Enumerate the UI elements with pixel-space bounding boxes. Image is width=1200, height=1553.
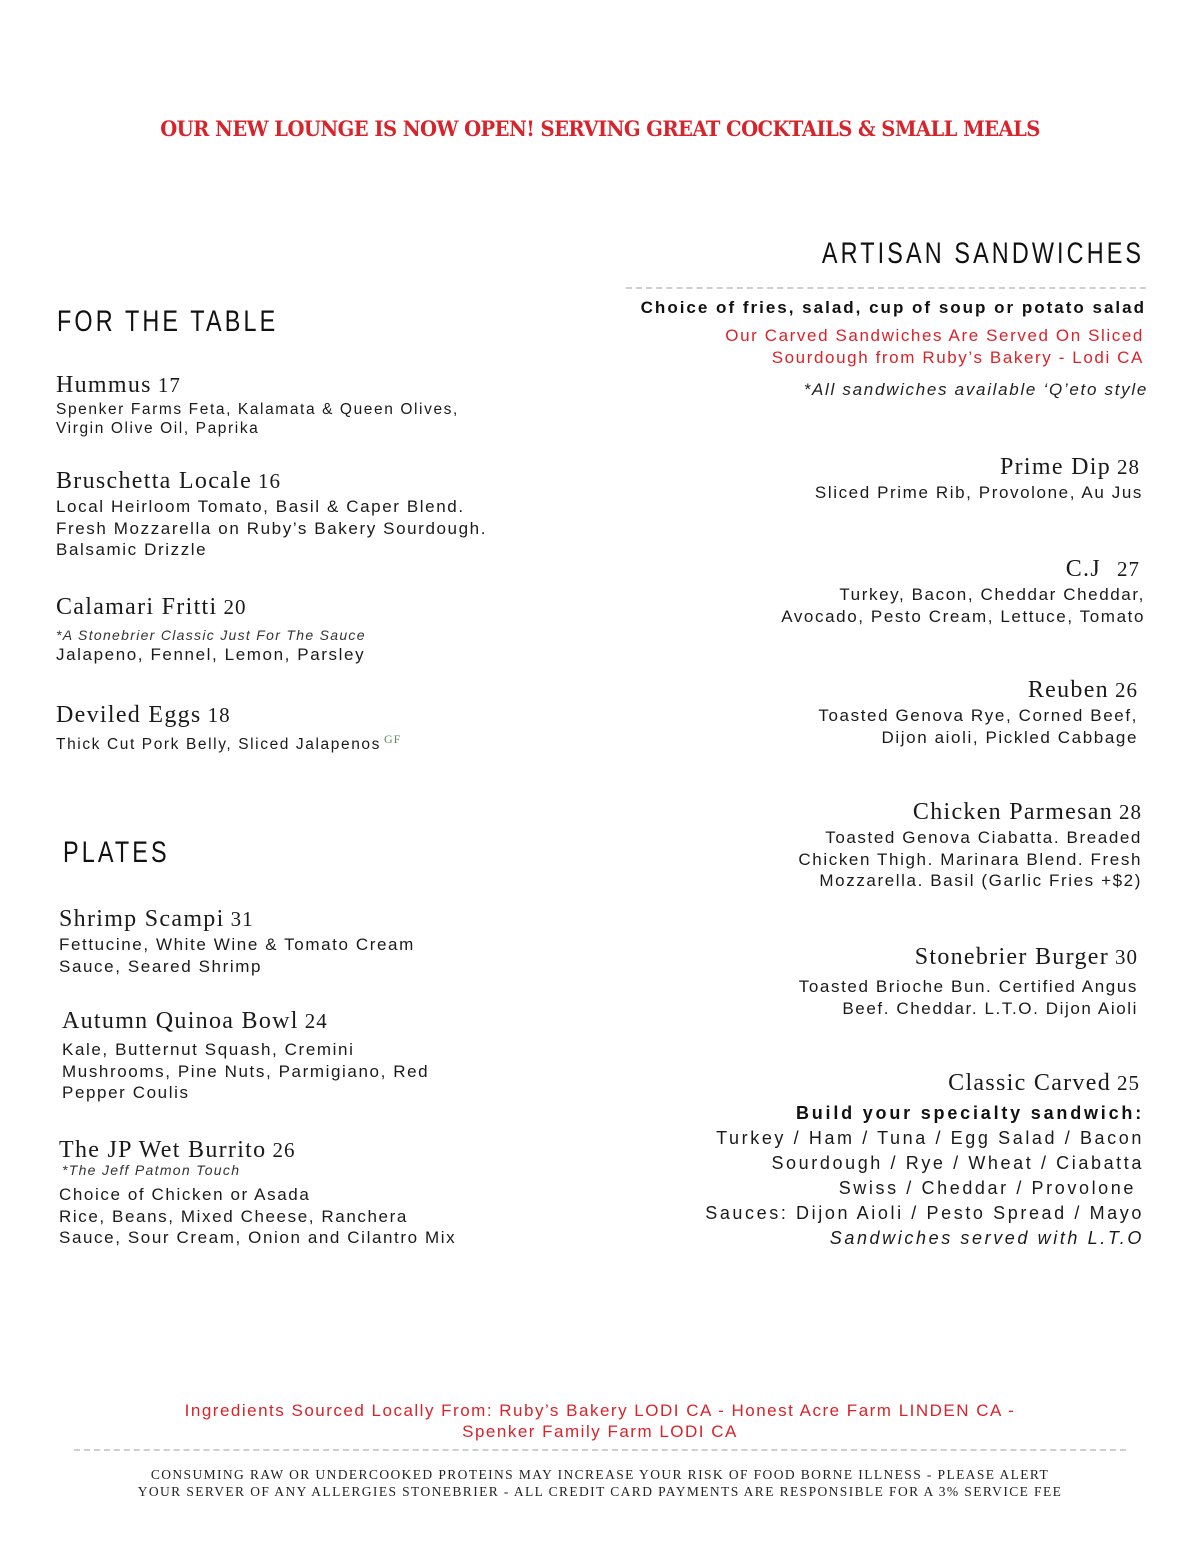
item-description: Spenker Farms Feta, Kalamata & Queen Olives, (56, 401, 459, 418)
item-description: Fettucine, White Wine & Tomato Cream (59, 935, 415, 954)
item-name: Deviled Eggs (56, 702, 202, 728)
item-name: Classic Carved (948, 1070, 1111, 1096)
item-description: Toasted Genova Ciabatta. Breaded (825, 828, 1142, 847)
item-name-line (56, 700, 401, 730)
item-price: 18 (207, 703, 231, 727)
menu-item-cj (781, 554, 1145, 627)
item-description: Rice, Beans, Mixed Cheese, Ranchera (59, 1206, 408, 1226)
item-name: Reuben (1027, 677, 1109, 703)
item-name-line (56, 592, 366, 622)
legal-disclaimer (0, 1466, 1200, 1500)
item-description: Sliced Prime Rib, Provolone, Au Jus (814, 483, 1143, 502)
menu-item-jp-wet-burrito (59, 1135, 456, 1249)
menu-item-deviled-eggs (56, 700, 401, 754)
item-name: C.J (1065, 556, 1101, 582)
item-description: Beef. Cheddar. L.T.O. Dijon Aioli (842, 998, 1138, 1018)
local-sourcing-note (0, 1400, 1200, 1442)
menu-item-chicken-parmesan (798, 797, 1142, 892)
item-description: Jalapeno, Fennel, Lemon, Parsley (56, 645, 366, 664)
menu-item-reuben (818, 675, 1138, 748)
sides-line: Choice of fries, salad, cup of soup or potato salad (640, 298, 1146, 317)
build-sauces: Sauces: Dijon Aioli / Pesto Spread / Mayo (705, 1203, 1144, 1223)
item-name: Prime Dip (999, 454, 1111, 480)
item-description: Fresh Mozzarella on Ruby’s Bakery Sourdough. (56, 518, 488, 538)
item-price: 25 (1117, 1071, 1140, 1095)
item-description: Thick Cut Pork Belly, Sliced Jalapenos (56, 736, 381, 754)
menu-item-bruschetta-locale (56, 466, 487, 561)
item-description: Dijon aioli, Pickled Cabbage (881, 727, 1138, 747)
bread-note-line: Our Carved Sandwiches Are Served On Sliced (725, 326, 1144, 345)
item-name: The JP Wet Burrito (59, 1137, 267, 1163)
bread-note (725, 325, 1144, 368)
section-title-artisan-sandwiches: ARTISAN SANDWICHES (821, 237, 1144, 270)
menu-item-prime-dip (814, 452, 1143, 504)
item-price: 24 (304, 1009, 328, 1033)
section-divider (626, 287, 1146, 289)
item-price: 26 (272, 1138, 296, 1162)
item-note: *A Stonebrier Classic Just For The Sauce (56, 627, 366, 643)
item-name-line (59, 904, 415, 934)
menu-item-hummus (56, 370, 459, 438)
item-name: Calamari Fritti (56, 594, 218, 620)
item-description: Turkey, Bacon, Cheddar Cheddar, (839, 585, 1145, 604)
item-name-line (705, 1068, 1140, 1098)
sourcing-line: Ingredients Sourced Locally From: Ruby’s Bakery LODI CA - Honest Acre Farm LINDEN CA - (184, 1401, 1016, 1420)
menu-item-calamari-fritti (56, 592, 366, 666)
build-breads: Sourdough / Rye / Wheat / Ciabatta (771, 1153, 1144, 1173)
item-name-line (815, 452, 1140, 482)
qeto-note-line: *All sandwiches available ‘Q’eto style (803, 380, 1148, 399)
item-price: 30 (1115, 945, 1138, 969)
footer-divider (74, 1449, 1126, 1451)
item-name-line (56, 466, 487, 496)
item-note: *The Jeff Patmon Touch (62, 1162, 241, 1178)
disclaimer-line: CONSUMING RAW OR UNDERCOOKED PROTEINS MAY INCREASE YOUR RISK OF FOOD BORNE ILLNESS - PLEASE ALERT (150, 1467, 1050, 1482)
gluten-free-badge: GF (384, 732, 402, 746)
section-title-for-the-table: FOR THE TABLE (57, 305, 279, 338)
item-name: Bruschetta Locale (56, 468, 253, 494)
item-description: Mushrooms, Pine Nuts, Parmigiano, Red (62, 1061, 430, 1081)
item-name: Hummus (56, 372, 152, 398)
item-price: 28 (1119, 800, 1142, 824)
item-description: Avocado, Pesto Cream, Lettuce, Tomato (781, 606, 1145, 626)
item-name: Shrimp Scampi (59, 906, 225, 932)
item-price: 20 (223, 595, 247, 619)
item-description: Sauce, Seared Shrimp (59, 956, 263, 976)
qeto-note (804, 380, 1148, 400)
bread-note-line: Sourdough from Ruby’s Bakery - Lodi CA (771, 347, 1144, 367)
item-name: Autumn Quinoa Bowl (62, 1008, 299, 1034)
build-title: Build your specialty sandwich: (795, 1103, 1144, 1123)
item-description: Balsamic Drizzle (56, 540, 208, 559)
item-description: Choice of Chicken or Asada (59, 1185, 311, 1204)
item-description: Kale, Butternut Squash, Cremini (62, 1040, 355, 1059)
sandwich-sides-info (641, 298, 1146, 318)
item-name-line (818, 675, 1138, 705)
served-with-note: Sandwiches served with L.T.O (829, 1228, 1144, 1248)
item-price: 26 (1115, 678, 1138, 702)
item-price: 31 (230, 907, 254, 931)
item-name-line (56, 370, 459, 400)
disclaimer-line: YOUR SERVER OF ANY ALLERGIES STONEBRIER - ALL CREDIT CARD PAYMENTS ARE RESPONSIBLE FOR A 3% SERVICE FEE (137, 1484, 1063, 1499)
item-price: 16 (258, 469, 282, 493)
item-description: Virgin Olive Oil, Paprika (56, 420, 260, 437)
item-price: 28 (1117, 455, 1140, 479)
build-cheeses: Swiss / Cheddar / Provolone (838, 1178, 1136, 1198)
item-description-line (56, 730, 401, 754)
item-name: Chicken Parmesan (912, 799, 1113, 825)
item-description: Sauce, Sour Cream, Onion and Cilantro Mix (59, 1228, 457, 1247)
item-description: Local Heirloom Tomato, Basil & Caper Blend. (56, 497, 465, 516)
menu-item-shrimp-scampi (59, 904, 415, 977)
item-name-line (799, 942, 1138, 972)
item-name-line (798, 797, 1142, 827)
menu-item-stonebrier-burger (799, 942, 1138, 1019)
item-description: Mozzarella. Basil (Garlic Fries +$2) (819, 871, 1142, 890)
item-description: Chicken Thigh. Marinara Blend. Fresh (798, 849, 1142, 869)
item-description: Toasted Brioche Bun. Certified Angus (798, 977, 1138, 996)
item-description: Toasted Genova Rye, Corned Beef, (818, 706, 1138, 725)
lounge-announcement-banner: OUR NEW LOUNGE IS NOW OPEN! SERVING GREAT COCKTAILS & SMALL MEALS (160, 116, 1040, 141)
menu-item-classic-carved (705, 1068, 1144, 1251)
item-price: 17 (157, 373, 181, 397)
menu-item-autumn-quinoa-bowl (62, 1006, 429, 1104)
section-title-plates: PLATES (63, 836, 170, 869)
item-name-line (781, 554, 1140, 584)
item-name: Stonebrier Burger (914, 944, 1109, 970)
item-description: Pepper Coulis (62, 1083, 190, 1102)
item-name-line (62, 1006, 429, 1036)
item-price: 27 (1117, 557, 1140, 581)
build-proteins: Turkey / Ham / Tuna / Egg Salad / Bacon (716, 1128, 1144, 1148)
sourcing-line: Spenker Family Farm LODI CA (462, 1422, 738, 1441)
